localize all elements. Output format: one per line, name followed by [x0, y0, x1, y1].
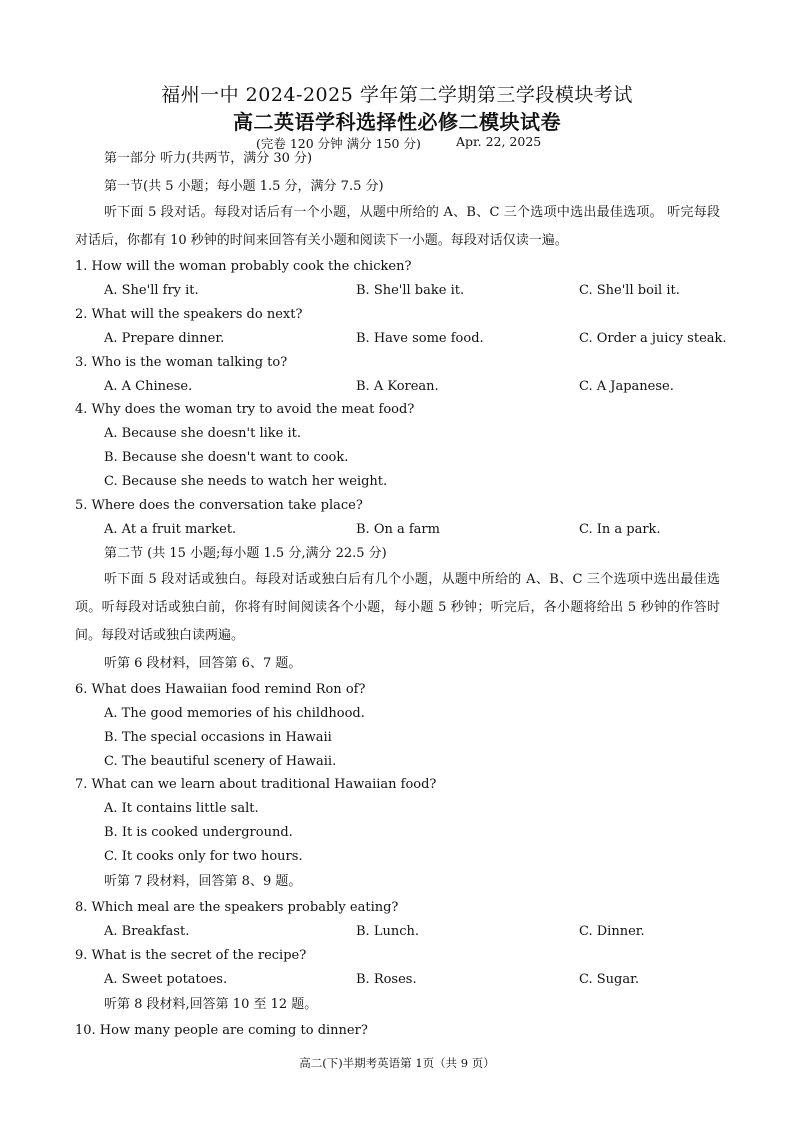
- question-4-stem: 4. Why does the woman try to avoid the meat food?: [75, 402, 415, 417]
- question-5-option-c: C. In a park.: [579, 522, 661, 537]
- question-8-option-b: B. Lunch.: [356, 924, 419, 939]
- question-8-stem: 8. Which meal are the speakers probably eating?: [75, 900, 399, 915]
- exam-title: 福州一中 2024-2025 学年第二学期第三学段模块考试: [161, 84, 633, 106]
- question-4-option-a: A. Because she doesn't like it.: [104, 426, 302, 441]
- note-material-6: 听第 6 段材料，回答第 6、7 题。: [104, 656, 302, 671]
- question-7-option-c: C. It cooks only for two hours.: [104, 849, 303, 864]
- question-7-stem: 7. What can we learn about traditional Hawaiian food?: [75, 777, 437, 792]
- section2-heading: 第二节 (共 15 小题;每小题 1.5 分,满分 22.5 分): [104, 546, 387, 561]
- question-2-option-a: A. Prepare dinner.: [104, 331, 225, 346]
- section1-instructions: 听下面 5 段对话。每段对话后有一个小题，从题中所给的 A、B、C 三个选项中选出最佳选项。 听完每段对话后，你都有 10 秒钟的时间来回答有关小题和阅读下一小题。每段对话仅读一遍。: [75, 205, 720, 248]
- question-3-stem: 3. Who is the woman talking to?: [75, 355, 288, 370]
- question-3-option-a: A. A Chinese.: [104, 379, 193, 394]
- question-9-option-c: C. Sugar.: [579, 972, 640, 987]
- question-6-option-c: C. The beautiful scenery of Hawaii.: [104, 754, 337, 769]
- question-1-stem: 1. How will the woman probably cook the chicken?: [75, 259, 412, 274]
- section1-heading: 第一节(共 5 小题；每小题 1.5 分，满分 7.5 分): [104, 179, 384, 194]
- question-2-option-c: C. Order a juicy steak.: [579, 331, 727, 346]
- question-3-option-c: C. A Japanese.: [579, 379, 674, 394]
- page-footer: 高二(下)半期考英语第 1页（共 9 页）: [299, 1056, 495, 1070]
- question-4-option-b: B. Because she doesn't want to cook.: [104, 450, 349, 465]
- section2-instructions: 听下面 5 段对话或独白。每段对话或独白后有几个小题，从题中所给的 A、B、C 三个选项中选出最佳选项。听每段对话或独白前，你将有时间阅读各个小题，每小题 5 秒钟；听完后，各小题将给出 5 秒钟的作答时间。每段对话或独白读两遍。: [75, 572, 720, 643]
- question-2-stem: 2. What will the speakers do next?: [75, 307, 303, 322]
- question-8-option-a: A. Breakfast.: [104, 924, 190, 939]
- question-6-option-b: B. The special occasions in Hawaii: [104, 730, 332, 745]
- note-material-8: 听第 8 段材料,回答第 10 至 12 题。: [104, 997, 318, 1012]
- question-1-option-c: C. She'll boil it.: [579, 283, 680, 298]
- question-10-stem: 10. How many people are coming to dinner?: [75, 1023, 368, 1038]
- question-7-option-a: A. It contains little salt.: [104, 801, 259, 816]
- question-4-option-c: C. Because she needs to watch her weight.: [104, 474, 388, 489]
- question-3-option-b: B. A Korean.: [356, 379, 439, 394]
- note-material-7: 听第 7 段材料，回答第 8、9 题。: [104, 874, 302, 889]
- question-7-option-b: B. It is cooked underground.: [104, 825, 293, 840]
- exam-subtitle: 高二英语学科选择性必修二模块试卷: [233, 110, 561, 134]
- exam-duration-score: (完卷 120 分钟 满分 150 分): [256, 136, 421, 151]
- part1-heading: 第一部分 听力(共两节，满分 30 分): [104, 151, 313, 166]
- question-8-option-c: C. Dinner.: [579, 924, 645, 939]
- question-1-option-b: B. She'll bake it.: [356, 283, 465, 298]
- question-9-option-a: A. Sweet potatoes.: [104, 972, 228, 987]
- question-5-option-b: B. On a farm: [356, 522, 440, 537]
- question-2-option-b: B. Have some food.: [356, 331, 484, 346]
- question-5-stem: 5. Where does the conversation take place?: [75, 498, 363, 513]
- exam-date: Apr. 22, 2025: [456, 134, 542, 149]
- question-9-option-b: B. Roses.: [356, 972, 417, 987]
- question-5-option-a: A. At a fruit market.: [104, 522, 237, 537]
- question-1-option-a: A. She'll fry it.: [104, 283, 199, 298]
- question-6-stem: 6. What does Hawaiian food remind Ron of?: [75, 682, 366, 697]
- question-6-option-a: A. The good memories of his childhood.: [104, 706, 365, 721]
- question-9-stem: 9. What is the secret of the recipe?: [75, 948, 307, 963]
